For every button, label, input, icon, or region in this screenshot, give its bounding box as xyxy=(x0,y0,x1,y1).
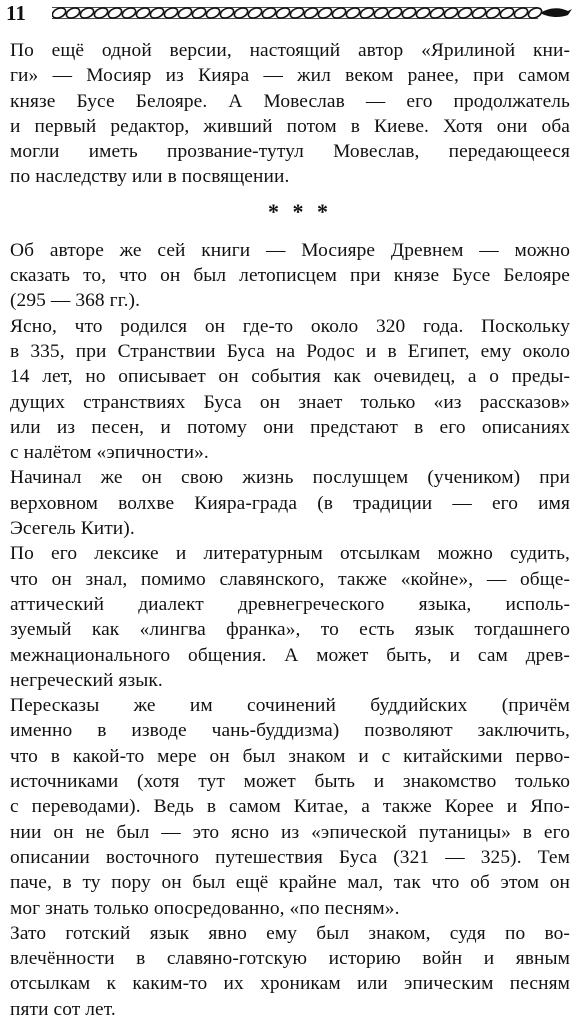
text-line: что он знал, помимо славянского, также «койне», — обще- xyxy=(10,568,570,590)
text-line: (295 — 368 гг.). xyxy=(10,290,141,312)
text-line: По ещё одной версии, настоящий автор «Ярилиной кни- xyxy=(10,40,570,61)
text-line: нии он не был — это ясно из «эпической путаницы» в его xyxy=(10,821,570,843)
section-separator: * * * xyxy=(268,198,332,224)
text-line: Пересказы же им сочинений буддийских (причём xyxy=(10,695,570,717)
text-line: и первый редактор, живший потом в Киеве. Хотя они оба xyxy=(10,115,570,137)
page-header xyxy=(6,2,572,24)
text-line: мог знать только опосредованно, «по песням». xyxy=(10,897,400,919)
text-line: верховном волхве Кияра-града (в традиции — его имя xyxy=(10,492,570,514)
page-number: 11 xyxy=(6,1,26,25)
paragraph xyxy=(10,38,570,190)
text-line: негреческий язык. xyxy=(10,669,163,691)
text-line: князе Бусе Белояре. А Мовеслав — его продолжатель xyxy=(10,90,570,112)
text-line: межнационального общения. А может быть, и сам древ- xyxy=(10,644,570,666)
paragraph xyxy=(10,693,570,921)
text-line: могли иметь прозвание-тутул Мовеслав, передающееся xyxy=(10,141,570,163)
text-line: именно в изводе чань-буддизма) позволяют заключить, xyxy=(10,720,570,742)
text-line: Зато готский язык явно ему был знаком, судя по во- xyxy=(10,922,570,944)
text-line: Эсегель Кити). xyxy=(10,518,135,540)
text-line: влечённости в славяно-готскую историю войн и явным xyxy=(10,948,570,970)
text-line: что в какой-то мере он был знаком и с китайскими перво- xyxy=(10,745,570,767)
text-line: сказать то, что он был летописцем при князе Бусе Белояре xyxy=(10,265,570,287)
text-line: ги» — Мосияр из Кияра — жил веком ранее, при самом xyxy=(10,65,570,87)
text-line: с налётом «эпичности». xyxy=(10,442,209,464)
paragraph xyxy=(10,465,570,541)
text-line: Об авторе же сей книги — Мосияре Древнем — можно xyxy=(10,239,570,261)
text-line: Начинал же он свою жизнь послушцем (учеником) при xyxy=(10,467,570,489)
text-line: 14 лет, но описывает он события как очевидец, а о преды- xyxy=(10,366,570,388)
text-line: паче, в ту пору он был ещё крайне мал, так что об этом он xyxy=(10,872,570,894)
text-line: дущих странствиях Буса он знает только «из рассказов» xyxy=(10,391,570,413)
text-line: описании восточного путешествия Буса (321 — 325). Тем xyxy=(10,846,570,868)
text-line: пяти сот лет. xyxy=(10,998,116,1020)
text-line: аттический диалект древнегреческого языка, исполь- xyxy=(10,593,570,615)
text-line: Ясно, что родился он где-то около 320 года. Поскольку xyxy=(10,315,570,337)
text-line: По его лексике и литературным отсылкам можно судить, xyxy=(10,543,570,565)
text-line: в 335, при Странствии Буса на Родос и в Египет, ему около xyxy=(10,340,570,362)
text-line: по наследству или в посвящении. xyxy=(10,166,290,188)
page-body xyxy=(10,38,570,1022)
text-line: зуемый как «лингва франка», то есть язык тогдашнего xyxy=(10,619,570,641)
text-line: отсылкам к каким-то их хроникам или эпическим песням xyxy=(10,973,570,995)
text-line: или из песен, и потому они предстают в его описаниях xyxy=(10,416,570,438)
paragraph xyxy=(10,541,570,693)
paragraph xyxy=(10,238,570,314)
text-line: с переводами). Ведь в самом Китае, а также Корее и Япо- xyxy=(10,796,570,818)
text-line: источниками (хотя тут может быть и знакомство только xyxy=(10,771,570,793)
paragraph xyxy=(10,314,570,466)
braided-rope-border-icon xyxy=(52,5,572,21)
